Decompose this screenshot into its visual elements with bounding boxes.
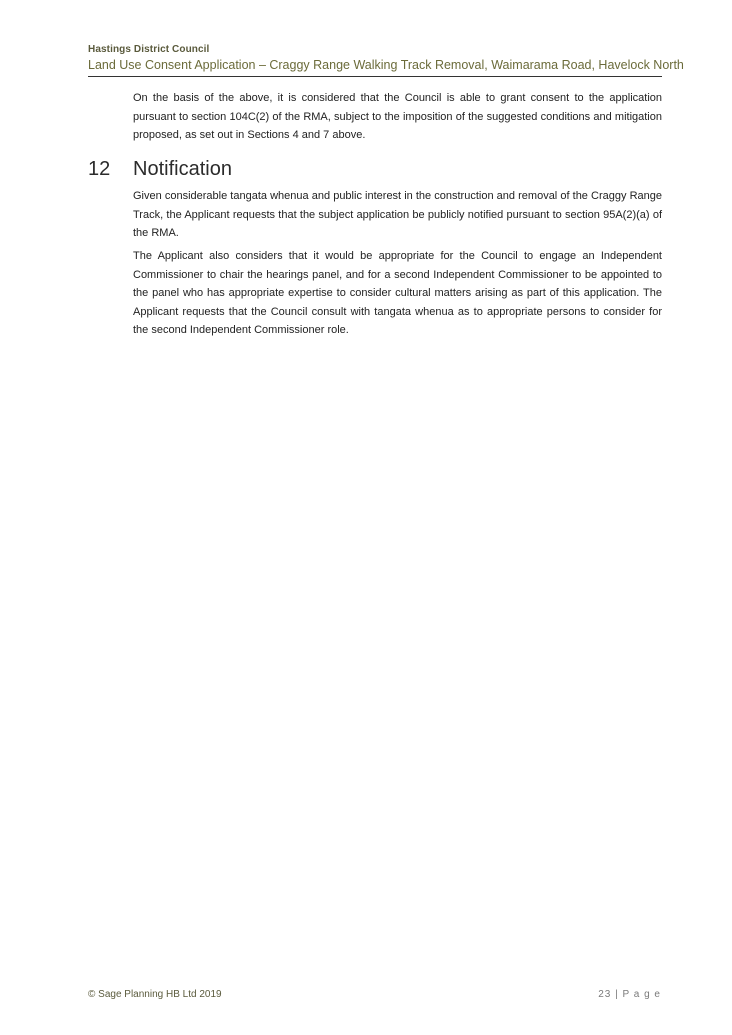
- section-number: 12: [88, 158, 111, 180]
- header-divider: [88, 76, 662, 77]
- section-title: Notification: [133, 158, 232, 180]
- header-organisation: Hastings District Council: [88, 44, 210, 55]
- intro-paragraph: On the basis of the above, it is considered that the Council is able to grant consent to the application pursuant to section 104C(2) of the RMA, subject to the imposition of the suggested conditions and mitigation proposed, as set out in Sections 4 and 7 above.: [133, 92, 662, 141]
- footer-copyright: © Sage Planning HB Ltd 2019: [88, 989, 222, 1000]
- footer-page-number: 23 | P a g e: [598, 989, 661, 1000]
- section-paragraph: The Applicant also considers that it would be appropriate for the Council to engage an Independent Commissioner to chair the hearings panel, and for a second Independent Commissioner to be appointed to the panel who has appropriate expertise to consider cultural matters arising as part of this application. The Applicant requests that the Council consult with tangata whenua as to appropriate persons to consider for the second Independent Commissioner role.: [133, 250, 662, 336]
- header-document-title: Land Use Consent Application – Craggy Range Walking Track Removal, Waimarama Road, Havelock North: [88, 58, 684, 72]
- section-paragraph: Given considerable tangata whenua and public interest in the construction and removal of the Craggy Range Track, the Applicant requests that the subject application be publicly notified pursuant to section 95A(2)(a) of the RMA.: [133, 190, 662, 239]
